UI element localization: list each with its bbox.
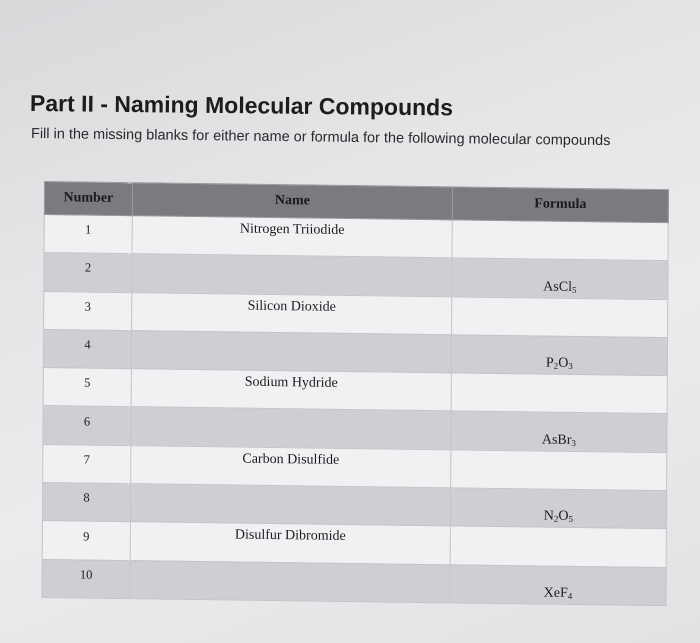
row-number-cell: 6 [43, 406, 131, 445]
formula-base: AsBr [541, 432, 572, 448]
compound-formula-cell [450, 565, 666, 606]
compound-formula-cell [452, 220, 668, 261]
formula-subscript: 5 [571, 284, 577, 295]
row-number-cell: 8 [42, 483, 130, 522]
table-body [42, 215, 668, 606]
table-row [42, 559, 666, 605]
compound-name-cell: Silicon Dioxide [132, 292, 452, 334]
page-title: Part II - Naming Molecular Compounds [29, 90, 454, 121]
formula-base: XeF [543, 585, 568, 601]
formula-base: P [545, 355, 554, 371]
compound-formula-cell [451, 411, 667, 452]
formula-tail: O [558, 509, 569, 525]
formula-subscript: 2 [553, 514, 559, 525]
row-number-cell: 3 [44, 291, 132, 330]
formula-tail: O [558, 355, 569, 372]
compound-name-cell: Nitrogen Triiodide [132, 216, 452, 258]
row-number-cell: 7 [43, 444, 131, 483]
row-number-cell: 10 [42, 559, 130, 598]
instructions-text: Fill in the missing blanks for either name or formula for the following molecular compounds [30, 126, 611, 150]
row-number-cell: 1 [44, 215, 132, 254]
compound-name-cell [131, 407, 451, 449]
compound-formula-cell [452, 258, 668, 299]
compound-name-cell: Disulfur Dibromide [130, 522, 450, 564]
formula-base: N [543, 508, 554, 525]
compound-formula-cell [451, 373, 667, 414]
header-formula: Formula [452, 187, 668, 223]
compounds-table-container [41, 181, 667, 606]
compound-formula-cell [450, 488, 666, 529]
compound-formula-cell [452, 296, 668, 337]
row-number-cell: 4 [43, 329, 131, 368]
row-number-cell: 9 [42, 521, 130, 560]
compound-name-cell [132, 254, 452, 296]
formula-subscript-2: 3 [568, 361, 573, 372]
formula-subscript: 4 [567, 590, 573, 601]
header-name: Name [132, 183, 452, 220]
compound-formula-cell [450, 526, 666, 567]
compound-name-cell [130, 484, 450, 526]
compound-name-cell [131, 331, 451, 373]
row-number-cell: 2 [44, 253, 132, 292]
compound-formula-cell [451, 450, 667, 491]
header-number: Number [44, 182, 132, 216]
formula-base: AsCl [543, 279, 573, 295]
formula-subscript: 3 [571, 437, 576, 448]
compound-formula-cell [451, 335, 667, 376]
compounds-table [41, 181, 668, 606]
row-number-cell: 5 [43, 368, 131, 407]
formula-subscript: 2 [553, 360, 559, 371]
formula-subscript-2: 5 [568, 514, 574, 525]
compound-name-cell: Sodium Hydride [131, 369, 451, 411]
compound-name-cell: Carbon Disulfide [131, 445, 451, 487]
compound-name-cell [130, 560, 450, 602]
